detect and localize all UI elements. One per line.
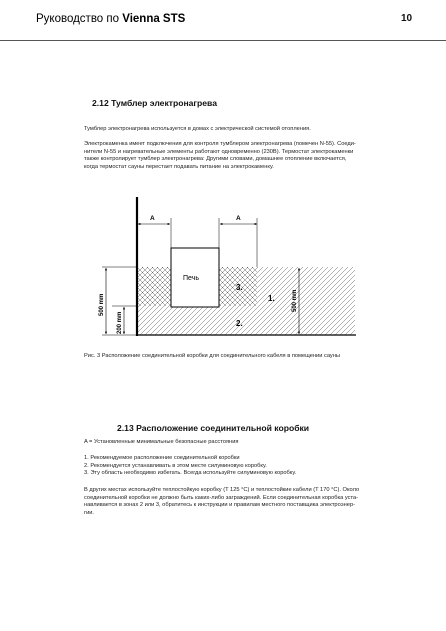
section-213-line: В других местах используйте теплостойкую коробку (T 125 °C) и теплостойкие кабели (T 170 °C). Около bbox=[84, 487, 360, 493]
section-212-line: когда термостат сауны перестает подавать питание на электрокаменку. bbox=[84, 163, 274, 170]
section-213-line: навливается в зонах 2 или 3, обратитесь к инструкции и правилам местного поставщика электроэнер- bbox=[84, 502, 356, 509]
zone-2-label: 2. bbox=[236, 319, 243, 328]
section-212-intro: Тумблер электронагрева используется в домах с электрической системой отопления. bbox=[84, 126, 311, 132]
zone-2-area bbox=[137, 306, 355, 335]
list-item: 1. Рекомендуемое расположение соединительной коробки bbox=[84, 455, 240, 461]
section-213-line: гии. bbox=[84, 509, 95, 516]
dim-a-left-label: A bbox=[150, 215, 155, 222]
dim-a-right-label: A bbox=[236, 215, 241, 222]
heater-label: Печь bbox=[183, 275, 199, 282]
section-213-line: соединительной коробки не должно быть каких-либо заграждений. Если соединительная коробка уста- bbox=[84, 494, 359, 501]
section-213-list bbox=[84, 455, 296, 478]
figure-caption: Рис. 3 Расположение соединительной коробки для соединительного кабеля в помещении сауны bbox=[84, 353, 341, 359]
dim-200-label: 200 mm bbox=[117, 311, 123, 334]
header-prefix: Руководство по bbox=[36, 13, 120, 25]
section-212-line: также контролирует тумблер электронагрева: Другими словами, домашнее отопление включается, bbox=[84, 156, 347, 163]
dim-500-left-label: 500 mm bbox=[99, 293, 105, 316]
zone-1-label: 1. bbox=[268, 294, 275, 303]
section-213-body bbox=[84, 487, 359, 517]
section-212-heading: 2.12 Тумблер электронагрева bbox=[92, 98, 217, 108]
section-213-legend: A = Установленные минимальные безопасные расстояния bbox=[84, 439, 239, 445]
list-item: 3. Эту область необходимо избегать. Всегда используйте силуминовую коробку. bbox=[84, 470, 297, 477]
section-212-line: Электрокаменка имеет подключения для контроля тумблером электронагрева (помечен N-55). Соеди- bbox=[84, 141, 356, 147]
page-number: 10 bbox=[401, 13, 413, 24]
section-212-line: нители N-55 и нагревательные элементы работают одновременно (230В). Термостат электрокаменки bbox=[84, 148, 354, 155]
list-item: 2. Рекомендуется устанавливать в этом месте силуминовую коробку. bbox=[84, 462, 267, 469]
zone-3-label: 3. bbox=[236, 283, 243, 292]
header-app-name: Vienna STS bbox=[122, 13, 186, 25]
section-213-heading: 2.13 Расположение соединительной коробки bbox=[117, 423, 310, 433]
dim-500-right-label: 500 mm bbox=[292, 289, 298, 312]
